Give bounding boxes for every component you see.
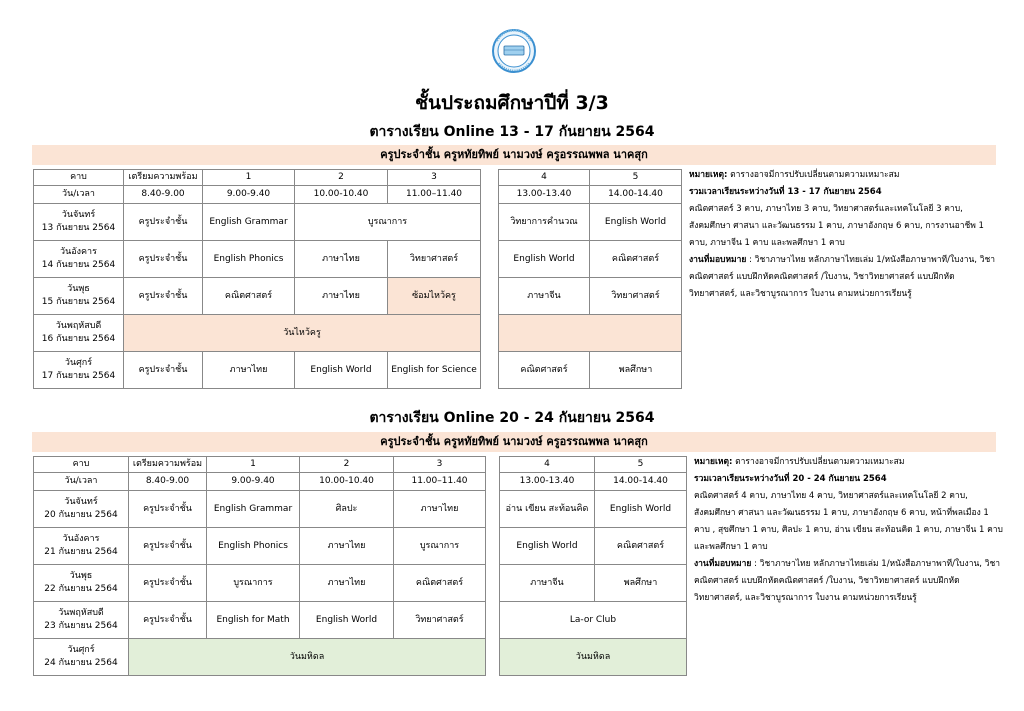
header-p4: 4 xyxy=(500,457,595,473)
class-cell: English World xyxy=(499,241,590,278)
class-cell: English World xyxy=(500,528,595,565)
day-cell xyxy=(34,204,124,241)
total-label xyxy=(689,184,999,201)
lunch-gap xyxy=(486,565,500,602)
class-cell: วิทยาศาสตร์ xyxy=(590,278,682,315)
lunch-gap xyxy=(486,457,500,473)
day-name: วันจันทร์ xyxy=(61,210,96,220)
day-date: 24 กันยายน 2564 xyxy=(44,658,118,668)
lunch-gap xyxy=(486,528,500,565)
time-p4: 13.00-13.40 xyxy=(499,186,590,204)
day-name: วันศุกร์ xyxy=(67,645,95,655)
assign-label: งานที่มอบหมาย xyxy=(689,255,747,265)
day-cell xyxy=(34,352,124,389)
time-prep: 8.40-9.00 xyxy=(129,473,207,491)
class-cell-highlight: ซ้อมไหว้ครู xyxy=(388,278,481,315)
day-name: วันจันทร์ xyxy=(64,497,98,507)
table-row xyxy=(34,602,687,639)
day-cell xyxy=(34,528,129,565)
header-p5: 5 xyxy=(595,457,687,473)
header-prep: เตรียมความพร้อม xyxy=(129,457,207,473)
table-row xyxy=(34,352,682,389)
total-label xyxy=(694,471,1004,488)
day-date: 15 กันยายน 2564 xyxy=(41,297,116,307)
remark-text: ตารางอาจมีการปรับเปลี่ยนตามความเหมาะสม xyxy=(732,457,905,467)
day-date: 21 กันยายน 2564 xyxy=(44,547,118,557)
day-cell xyxy=(34,491,129,528)
header-p1: 1 xyxy=(203,170,295,186)
day-name: วันพฤหัสบดี xyxy=(58,608,104,618)
class-cell: ครูประจำชั้น xyxy=(129,565,207,602)
time-p5: 14.00-14.40 xyxy=(595,473,687,491)
day-cell xyxy=(34,565,129,602)
event-cell: วันมหิดล xyxy=(129,639,486,676)
week2-timetable xyxy=(33,456,687,676)
header-p2: 2 xyxy=(295,170,388,186)
day-date: 14 กันยายน 2564 xyxy=(41,260,116,270)
time-prep: 8.40-9.00 xyxy=(124,186,203,204)
header-p4: 4 xyxy=(499,170,590,186)
day-cell xyxy=(34,278,124,315)
week1-timetable xyxy=(33,169,682,389)
class-cell: ภาษาจีน xyxy=(500,565,595,602)
lunch-gap xyxy=(486,473,500,491)
header-time: วัน/เวลา xyxy=(34,186,124,204)
class-cell: ภาษาไทย xyxy=(394,491,486,528)
week1-teachers-band: ครูประจำชั้น ครูหทัยทิพย์ นามวงษ์ ครูอรรณพพล นาคสุก xyxy=(32,145,996,165)
day-date: 23 กันยายน 2564 xyxy=(44,621,118,631)
header-time: วัน/เวลา xyxy=(34,473,129,491)
class-cell: คณิตศาสตร์ xyxy=(394,565,486,602)
total-label-text: รวมเวลาเรียนระหว่างวันที่ 20 - 24 กันยายน 2564 xyxy=(694,474,887,484)
class-cell: English World xyxy=(300,602,394,639)
class-cell: อ่าน เขียน สะท้อนคิด xyxy=(500,491,595,528)
class-cell: วิทยาศาสตร์ xyxy=(388,241,481,278)
day-date: 13 กันยายน 2564 xyxy=(41,223,116,233)
header-p3: 3 xyxy=(388,170,481,186)
class-cell: English World xyxy=(590,204,682,241)
remark-label: หมายเหตุ: xyxy=(689,170,728,180)
total-text: คณิตศาสตร์ 4 คาบ, ภาษาไทย 4 คาบ, วิทยาศาสตร์และเทคโนโลยี 2 คาบ, สังคมศึกษา ศาสนา และวัฒนธรรม 1 คาบ, ภาษาอังกฤษ 6 คาบ, หน้าที่พลเมือง 1 คาบ , สุขศึกษา 1 คาบ, ศิลปะ 1 คาบ, อ่าน เขียน สะท้อนคิด 1 คาบ, ภาษาจีน 1 คาบ และพลศึกษา 1 คาบ xyxy=(694,491,1003,552)
class-cell: พลศึกษา xyxy=(590,352,682,389)
assign-label: งานที่มอบหมาย xyxy=(694,559,752,569)
class-cell: English Phonics xyxy=(203,241,295,278)
time-p3: 11.00–11.40 xyxy=(394,473,486,491)
class-cell: English for Math xyxy=(207,602,300,639)
table-row xyxy=(34,491,687,528)
week2-schedule-title: ตารางเรียน Online 20 - 24 กันยายน 2564 xyxy=(369,410,655,426)
time-p1: 9.00-9.40 xyxy=(203,186,295,204)
day-cell xyxy=(34,639,129,676)
class-cell: ครูประจำชั้น xyxy=(129,528,207,565)
header-p5: 5 xyxy=(590,170,682,186)
week2-teachers-band: ครูประจำชั้น ครูหทัยทิพย์ นามวงษ์ ครูอรรณพพล นาคสุก xyxy=(32,432,996,452)
lunch-gap xyxy=(486,639,500,676)
class-cell: คณิตศาสตร์ xyxy=(203,278,295,315)
week1-schedule-title: ตารางเรียน Online 13 - 17 กันยายน 2564 xyxy=(369,124,655,140)
class-cell: วิทยาศาสตร์ xyxy=(394,602,486,639)
remark-line xyxy=(694,454,1004,471)
time-p5: 14.00-14.40 xyxy=(590,186,682,204)
class-cell: ครูประจำชั้น xyxy=(124,352,203,389)
assign-text: : วิชาภาษาไทย หลักภาษาไทยเล่ม 1/หนังสือภาษาพาที/ใบงาน, วิชาคณิตศาสตร์ แบบฝึกหัดคณิตศาสตร์ /ใบงาน, วิชาวิทยาศาสตร์ แบบฝึกหัดวิทยาศาสตร์, และวิชาบูรณาการ ใบงาน ตามหน่วยการเรียนรู้ xyxy=(694,559,1001,603)
time-p3: 11.00–11.40 xyxy=(388,186,481,204)
lunch-gap xyxy=(481,204,499,241)
class-cell: ศิลปะ xyxy=(300,491,394,528)
class-cell: English World xyxy=(295,352,388,389)
table-row xyxy=(34,315,682,352)
class-cell: ภาษาไทย xyxy=(300,565,394,602)
header-p1: 1 xyxy=(207,457,300,473)
week2-notes xyxy=(694,454,1004,607)
lunch-gap xyxy=(481,278,499,315)
class-cell: ครูประจำชั้น xyxy=(129,602,207,639)
class-cell: คณิตศาสตร์ xyxy=(595,528,687,565)
day-name: วันพุธ xyxy=(69,571,93,581)
club-cell: La-or Club xyxy=(500,602,687,639)
day-date: 16 กันยายน 2564 xyxy=(41,334,116,344)
class-cell: ภาษาไทย xyxy=(300,528,394,565)
class-cell: English Grammar xyxy=(203,204,295,241)
time-p1: 9.00-9.40 xyxy=(207,473,300,491)
header-period: คาบ xyxy=(34,457,129,473)
class-cell: ครูประจำชั้น xyxy=(124,278,203,315)
class-cell: คณิตศาสตร์ xyxy=(590,241,682,278)
header-period: คาบ xyxy=(34,170,124,186)
event-cell-pm: วันมหิดล xyxy=(500,639,687,676)
day-date: 17 กันยายน 2564 xyxy=(41,371,116,381)
day-date: 22 กันยายน 2564 xyxy=(44,584,118,594)
event-cell-pm xyxy=(499,315,682,352)
class-cell: พลศึกษา xyxy=(595,565,687,602)
day-cell xyxy=(34,241,124,278)
day-cell xyxy=(34,315,124,352)
day-name: วันพุธ xyxy=(67,284,90,294)
total-text: คณิตศาสตร์ 3 คาบ, ภาษาไทย 3 คาบ, วิทยาศาสตร์และเทคโนโลยี 3 คาบ, สังคมศึกษา ศาสนา และวัฒนธรรม 1 คาบ, ภาษาอังกฤษ 6 คาบ, การงานอาชีพ 1 คาบ, ภาษาจีน 1 คาบ และพลศึกษา 1 คาบ xyxy=(689,204,984,248)
class-cell: English World xyxy=(595,491,687,528)
class-cell: ครูประจำชั้น xyxy=(129,491,207,528)
week1-notes xyxy=(689,167,999,303)
assign-line xyxy=(694,556,1004,607)
lunch-gap xyxy=(486,491,500,528)
class-cell: บูรณาการ xyxy=(295,204,481,241)
class-cell: ภาษาจีน xyxy=(499,278,590,315)
class-cell: ครูประจำชั้น xyxy=(124,204,203,241)
table-row xyxy=(34,241,682,278)
class-cell: วิทยาการคำนวณ xyxy=(499,204,590,241)
day-name: วันศุกร์ xyxy=(64,358,93,368)
lunch-gap xyxy=(481,186,499,204)
day-name: วันพฤหัสบดี xyxy=(55,321,102,331)
day-date: 20 กันยายน 2564 xyxy=(44,510,118,520)
header-p2: 2 xyxy=(300,457,394,473)
remark-text: ตารางอาจมีการปรับเปลี่ยนตามความเหมาะสม xyxy=(727,170,900,180)
lunch-gap xyxy=(481,315,499,352)
class-cell: English for Science xyxy=(388,352,481,389)
table-row xyxy=(34,204,682,241)
time-p2: 10.00-10.40 xyxy=(300,473,394,491)
table-row xyxy=(34,278,682,315)
lunch-gap xyxy=(481,170,499,186)
class-cell: ภาษาไทย xyxy=(295,241,388,278)
time-p4: 13.00-13.40 xyxy=(500,473,595,491)
total-label-text: รวมเวลาเรียนระหว่างวันที่ 13 - 17 กันยายน 2564 xyxy=(689,187,882,197)
class-cell: บูรณาการ xyxy=(394,528,486,565)
class-cell: บูรณาการ xyxy=(207,565,300,602)
assign-line xyxy=(689,252,999,303)
header-prep: เตรียมความพร้อม xyxy=(124,170,203,186)
page-title: ชั้นประถมศึกษาปีที่ 3/3 xyxy=(415,92,609,114)
lunch-gap xyxy=(486,602,500,639)
day-cell xyxy=(34,602,129,639)
event-cell: วันไหว้ครู xyxy=(124,315,481,352)
table-row xyxy=(34,639,687,676)
time-p2: 10.00-10.40 xyxy=(295,186,388,204)
assign-text: : วิชาภาษาไทย หลักภาษาไทยเล่ม 1/หนังสือภาษาพาที/ใบงาน, วิชาคณิตศาสตร์ แบบฝึกหัดคณิตศาสตร์ /ใบงาน, วิชาวิทยาศาสตร์ แบบฝึกหัดวิทยาศาสตร์, และวิชาบูรณาการ ใบงาน ตามหน่วยการเรียนรู้ xyxy=(689,255,996,299)
day-name: วันอังคาร xyxy=(62,534,100,544)
class-cell: ภาษาไทย xyxy=(203,352,295,389)
lunch-gap xyxy=(481,352,499,389)
remark-label: หมายเหตุ: xyxy=(694,457,733,467)
class-cell: English Grammar xyxy=(207,491,300,528)
table-row xyxy=(34,565,687,602)
table-row xyxy=(34,528,687,565)
remark-line xyxy=(689,167,999,184)
school-logo xyxy=(491,27,537,79)
day-name: วันอังคาร xyxy=(60,247,97,257)
header-p3: 3 xyxy=(394,457,486,473)
lunch-gap xyxy=(481,241,499,278)
class-cell: ภาษาไทย xyxy=(295,278,388,315)
class-cell: English Phonics xyxy=(207,528,300,565)
class-cell: คณิตศาสตร์ xyxy=(499,352,590,389)
class-cell: ครูประจำชั้น xyxy=(124,241,203,278)
